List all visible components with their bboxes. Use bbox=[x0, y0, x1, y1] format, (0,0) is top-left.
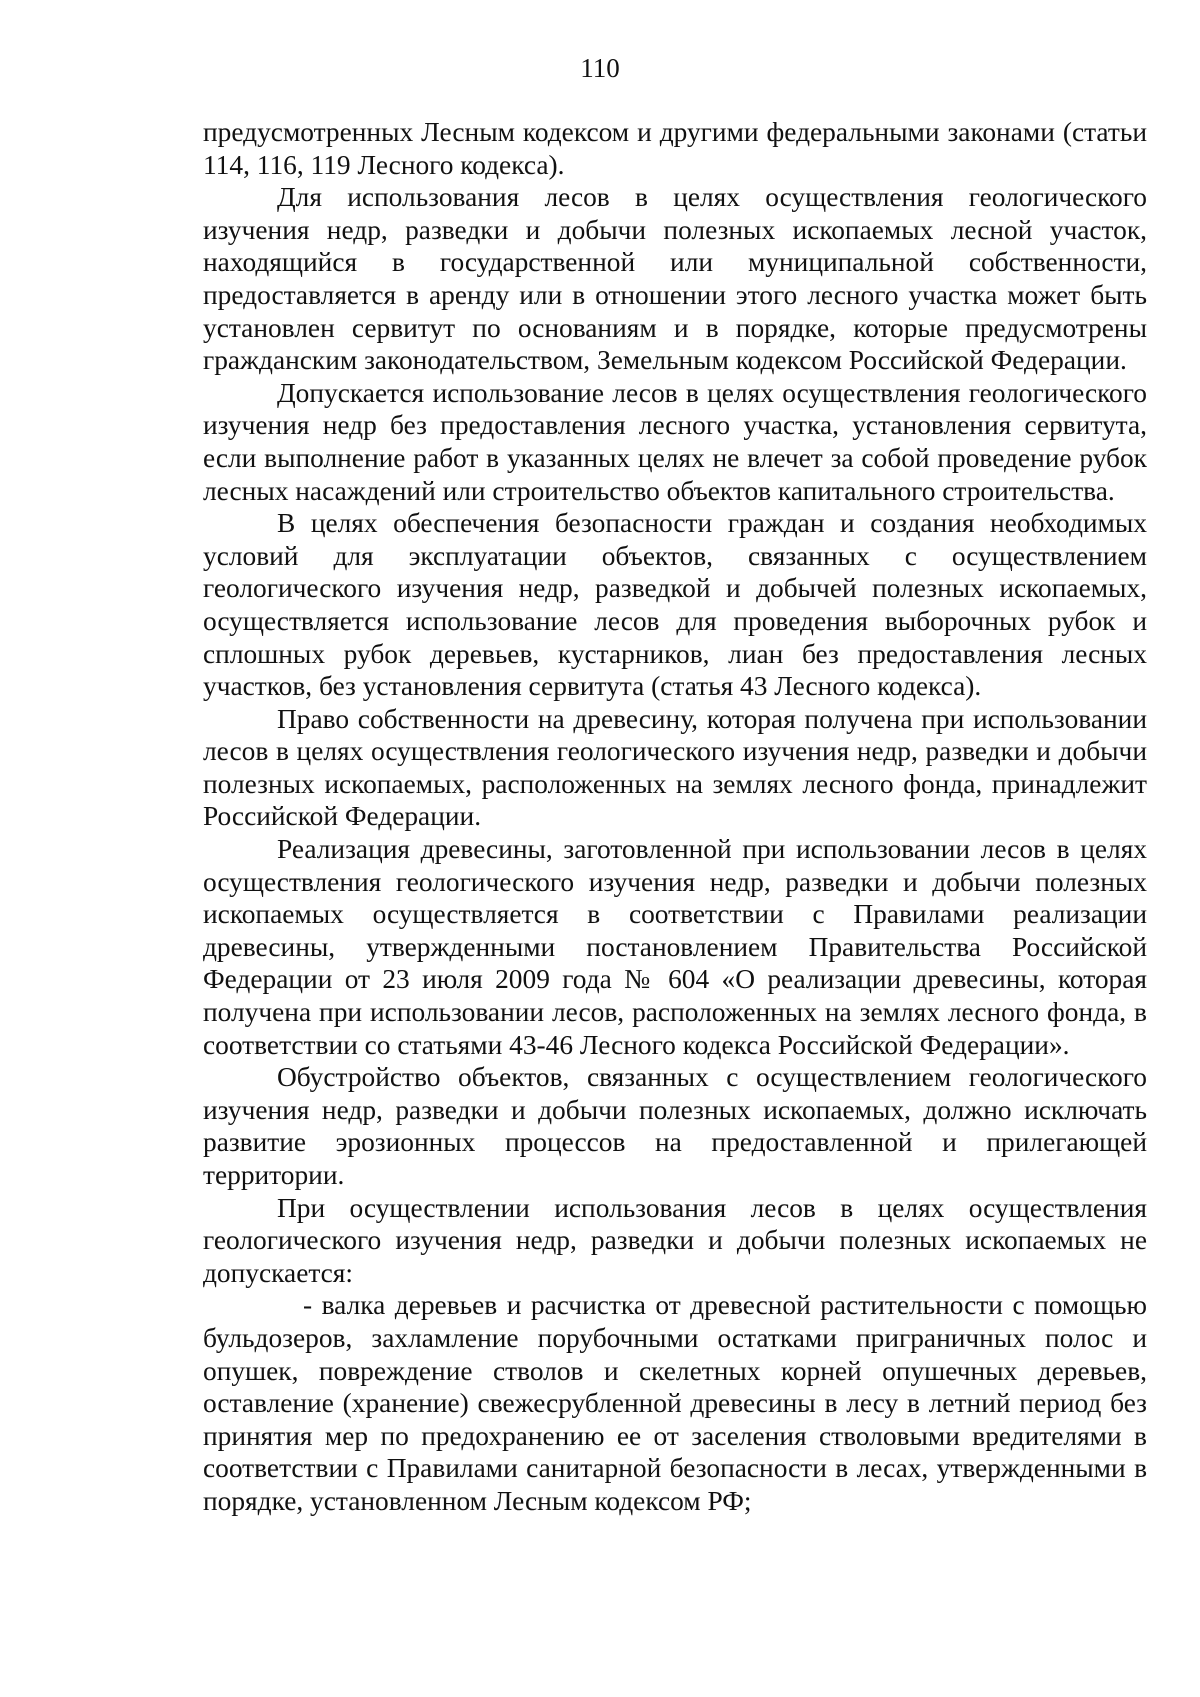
paragraph-use-without-plot: Допускается использование лесов в целях осуществления геологического изучения недр без предоставления лесного участка, установления сервитута, если выполнение работ в указанных целях не влечет за собой проведение рубок лесных насаждений или строительство объектов капитального строительства. bbox=[203, 377, 1147, 506]
paragraph-erosion: Обустройство объектов, связанных с осуществлением геологического изучения недр, разведки и добычи полезных ископаемых, должно исключать развитие эрозионных процессов на предоставленной и прилегающей территории. bbox=[203, 1062, 1147, 1190]
document-body bbox=[203, 116, 1147, 1518]
paragraph-continuation: предусмотренных Лесным кодексом и другими федеральными законами (статьи 114, 116, 119 Лесного кодекса). bbox=[203, 117, 1147, 180]
list-item-prohibition: - валка деревьев и расчистка от древесной растительности с помощью бульдозеров, захламление порубочными остатками приграничных полос и опушек, повреждение стволов и скелетных корней опушечных деревьев, оставление (хранение) свежесрубленной древесины в лесу в летний период без принятия мер по предохранению ее от заселения стволовыми вредителями в соответствии с Правилами санитарной безопасности в лесах, утвержденными в порядке, установленном Лесным кодексом РФ; bbox=[203, 1290, 1147, 1516]
paragraph-prohibitions-intro: При осуществлении использования лесов в целях осуществления геологического изучения недр, разведки и добычи полезных ископаемых не допускается: bbox=[203, 1192, 1147, 1288]
paragraph-timber-sale: Реализация древесины, заготовленной при использовании лесов в целях осуществления геологического изучения недр, разведки и добычи полезных ископаемых осуществляется в соответствии с Правилами реализации древесины, утвержденными постановлением Правительства Российской Федерации от 23 июля 2009 года № 604 «О реализации древесины, которая получена при использовании лесов, расположенных на землях лесного фонда, в соответствии со статьями 43-46 Лесного кодекса Российской Федерации». bbox=[203, 834, 1147, 1060]
paragraph-safety-felling: В целях обеспечения безопасности граждан и создания необходимых условий для эксплуатации объектов, связанных с осуществлением геологического изучения недр, разведкой и добычей полезных ископаемых, осуществляется использование лесов для проведения выборочных рубок и сплошных рубок деревьев, кустарников, лиан без предоставления лесных участков, без установления сервитута (статья 43 Лесного кодекса). bbox=[203, 508, 1147, 702]
paragraph-timber-ownership: Право собственности на древесину, которая получена при использовании лесов в целях осуществления геологического изучения недр, разведки и добычи полезных ископаемых, расположенных на землях лесного фонда, принадлежит Российской Федерации. bbox=[203, 703, 1147, 832]
page-number: 110 bbox=[580, 53, 620, 83]
paragraph-lease-servitude: Для использования лесов в целях осуществления геологического изучения недр, разведки и добычи полезных ископаемых лесной участок, находящийся в государственной или муниципальной собственности, предоставляется в аренду или в отношении этого лесного участка может быть установлен сервитут по основаниям и в порядке, которые предусмотрены гражданским законодательством, Земельным кодексом Российской Федерации. bbox=[203, 182, 1147, 376]
